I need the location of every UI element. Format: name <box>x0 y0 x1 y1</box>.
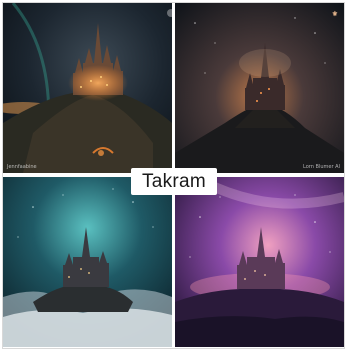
watermark-top-left: Jennfaabine <box>7 164 37 170</box>
castle-image-bottom-right <box>175 177 344 347</box>
watermark-top-right: Lorn Blumer AI <box>303 164 340 170</box>
castle-image-bottom-left <box>3 177 172 347</box>
emblem-icon <box>167 9 172 17</box>
castle-image-top-left <box>3 3 172 173</box>
castle-image-top-right <box>175 3 344 173</box>
caption-label: Takram <box>131 168 217 195</box>
logo-icon: ⚜ <box>331 9 338 18</box>
